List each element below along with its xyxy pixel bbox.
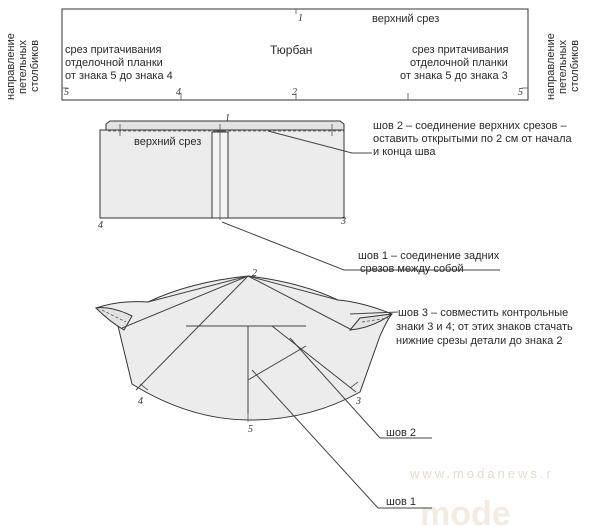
- side-label-left-2: петельных: [17, 39, 29, 94]
- pattern-mark-1: 1: [298, 13, 303, 24]
- step1-top-edge-label: верхний срез: [134, 136, 202, 148]
- side-label-right-3: столбиков: [569, 39, 581, 92]
- callout-seam1-1: шов 1 – соединение задних: [358, 250, 500, 262]
- step1-mark-1: 1: [225, 113, 230, 124]
- callout-seam2-1: шов 2 – соединение верхних срезов –: [373, 120, 567, 132]
- callout-seam3-3: нижние срезы детали до знака 2: [396, 335, 563, 347]
- pattern-right-note-2: отделочной планки: [410, 57, 508, 69]
- pattern-mark-4: 4: [176, 87, 181, 98]
- pattern-title: Тюрбан: [270, 43, 313, 57]
- pattern-piece: [5, 9, 581, 100]
- label-seam2: шов 2: [386, 427, 416, 439]
- pattern-left-note-3: от знака 5 до знака 4: [65, 70, 173, 82]
- step1-folded-strip: [98, 113, 573, 275]
- step1-mark-3: 3: [341, 216, 346, 227]
- callout-seam2-2: оставить открытыми по 2 см от начала: [373, 133, 572, 145]
- step1-mark-4: 4: [98, 220, 103, 231]
- side-label-left-3: столбиков: [29, 39, 41, 92]
- step2-mark-5: 5: [248, 424, 253, 435]
- watermark-url: www.modanews.r: [410, 466, 554, 481]
- step2-mark-2: 2: [252, 268, 257, 279]
- side-label-right: [545, 33, 581, 100]
- pattern-mark-2: 2: [292, 87, 297, 98]
- side-label-right-2: петельных: [557, 39, 569, 94]
- callout-seam3-1: шов 3 – совместить контрольные: [398, 307, 569, 319]
- callout-seam1-2: срезов между собой: [360, 263, 464, 275]
- step2-mark-3: 3: [356, 396, 361, 407]
- label-seam1: шов 1: [386, 496, 416, 508]
- pattern-left-note-2: отделочной планки: [65, 57, 163, 69]
- callout-seam2-3: и конца шва: [373, 146, 436, 158]
- side-label-left-1: направление: [5, 33, 17, 100]
- side-label-left: [5, 33, 41, 100]
- pattern-right-note-1: срез притачивания: [412, 44, 509, 56]
- callout-seam3-2: знаки 3 и 4; от этих знаков стачать: [396, 321, 573, 333]
- step2-mark-4: 4: [138, 396, 143, 407]
- pattern-top-edge-label: верхний срез: [372, 13, 440, 25]
- pattern-mark-5-left: 5: [64, 87, 69, 98]
- pattern-left-note-1: срез притачивания: [65, 44, 162, 56]
- side-label-right-1: направление: [545, 33, 557, 100]
- watermark-logo: mode: [420, 495, 511, 526]
- pattern-mark-5-right: 5: [518, 87, 523, 98]
- pattern-right-note-3: от знака 5 до знака 3: [400, 70, 508, 82]
